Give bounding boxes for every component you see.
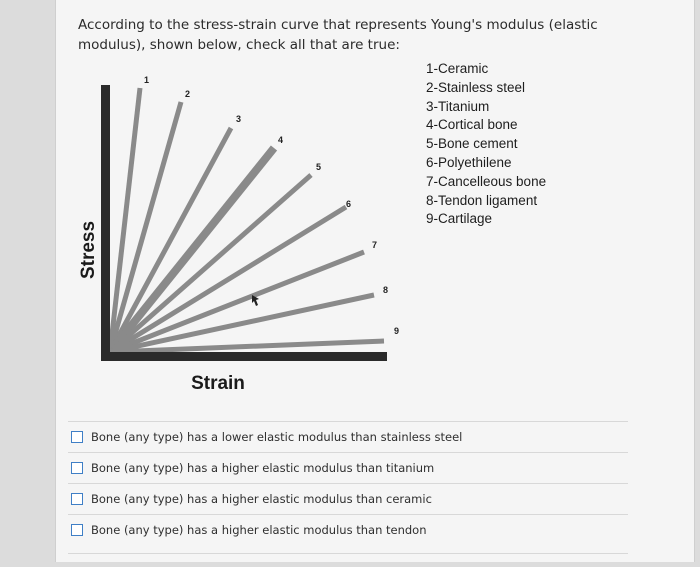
legend-item: 4-Cortical bone [426, 117, 518, 133]
option-label-4: Bone (any type) has a higher elastic modulus than tendon [91, 523, 427, 537]
line-number-6: 6 [346, 199, 352, 209]
option-label-1: Bone (any type) has a lower elastic modulus than stainless steel [91, 430, 463, 444]
legend-item: 8-Tendon ligament [426, 192, 538, 208]
line-number-2: 2 [185, 89, 191, 99]
option-row-1[interactable] [68, 421, 628, 452]
line-number-7: 7 [372, 240, 378, 250]
checkbox-option-2[interactable] [71, 462, 83, 474]
material-legend [426, 60, 546, 229]
legend-item: 2-Stainless steel [426, 79, 526, 95]
legend-item: 7-Cancelleous bone [426, 173, 547, 189]
modulus-line-5 [110, 175, 311, 352]
y-axis [101, 85, 110, 360]
line-number-8: 8 [383, 285, 389, 295]
modulus-lines [110, 88, 384, 352]
divider [68, 553, 628, 554]
line-number-5: 5 [316, 162, 322, 172]
modulus-line-1 [110, 88, 140, 352]
question-text: According to the stress-strain curve that represents Young's modulus (elastic modulus), shown below, check all that are true: [78, 17, 598, 53]
legend-item: 6-Polyethilene [426, 154, 512, 170]
checkbox-option-3[interactable] [71, 493, 83, 505]
option-row-4[interactable] [68, 514, 628, 545]
option-label-3: Bone (any type) has a higher elastic modulus than ceramic [91, 492, 432, 506]
legend-item: 5-Bone cement [426, 136, 518, 152]
modulus-line-3 [110, 128, 231, 352]
y-axis-label: Stress [78, 220, 99, 280]
option-row-2[interactable] [68, 452, 628, 483]
x-axis-label: Strain [191, 373, 245, 394]
stress-strain-diagram [56, 0, 696, 420]
option-label-2: Bone (any type) has a higher elastic modulus than titanium [91, 461, 435, 475]
line-number-9: 9 [394, 326, 400, 336]
legend-item: 1-Ceramic [426, 61, 489, 76]
option-row-3[interactable] [68, 483, 628, 514]
legend-item: 9-Cartilage [426, 211, 493, 227]
line-number-4: 4 [278, 135, 284, 145]
x-axis [101, 352, 387, 361]
checkbox-option-1[interactable] [71, 431, 83, 443]
legend-item: 3-Titanium [426, 98, 490, 114]
checkbox-option-4[interactable] [71, 524, 83, 536]
line-number-1: 1 [144, 75, 150, 85]
question-card [55, 0, 695, 562]
line-number-3: 3 [236, 114, 242, 124]
